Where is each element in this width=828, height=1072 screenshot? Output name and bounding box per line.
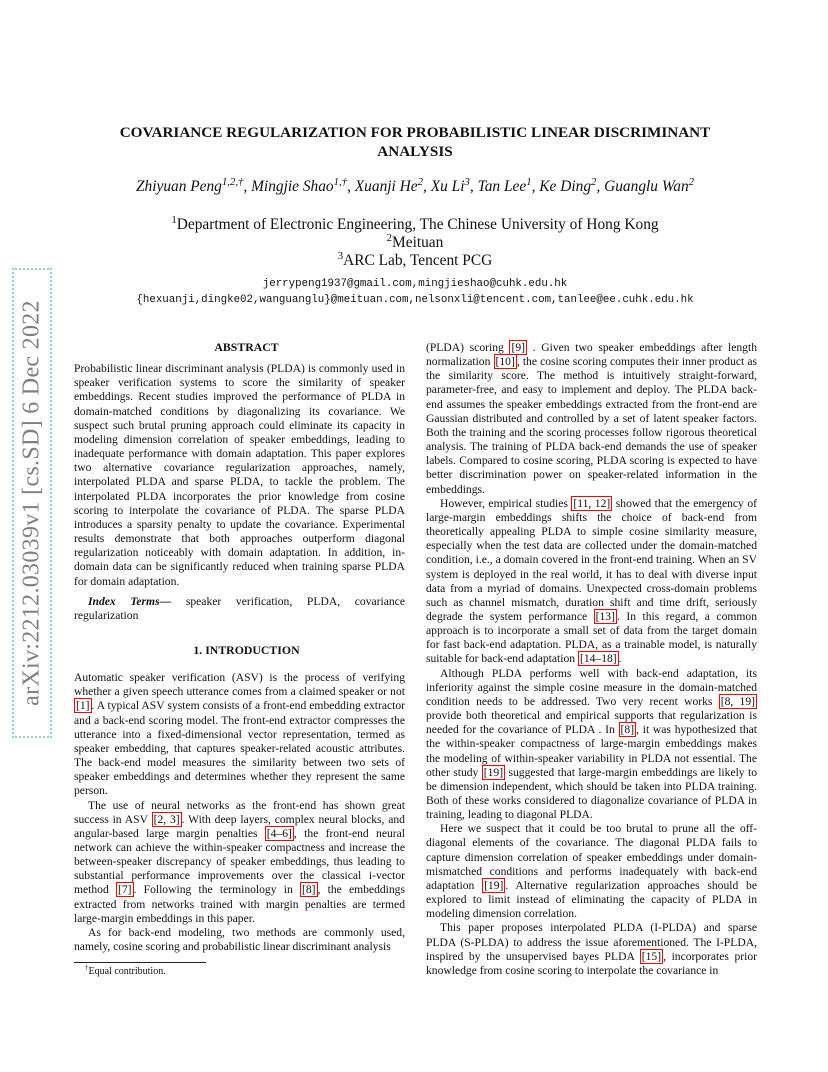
citation-link[interactable]: [8, 19]: [720, 694, 755, 708]
left-column: [74, 340, 405, 954]
abstract-text: Probabilistic linear discriminant analysis (PLDA) is commonly used in speaker verification systems to score the similarity of speaker embeddings. Recent studies improved the performance of PLDA in domain-matched conditions by diagonalizing its covariance. We suspect such brutal pruning approach could eliminate its capacity in modeling dimension correlation of speaker embeddings, leading to inadequate performance with domain adaptation. This paper explores two alternative covariance regularization approaches, namely, interpolated PLDA and sparse PLDA, to tackle the problem. The interpolated PLDA incorporates the prior knowledge from cosine scoring to interpolate the covariance of PLDA. The sparse PLDA introduces a sparsity penalty to update the covariance. Experimental results demonstrate that both approaches outperform diagonal regularization noticeably with domain adaptation. In addition, in-domain data can be significantly reduced when training sparse PLDA for domain adaptation.: [74, 362, 405, 588]
author: Xuanji He$^2$,: [354, 175, 431, 195]
title-line-1: COVARIANCE REGULARIZATION FOR PROBABILISTIC LINEAR DISCRIMINANT: [119, 124, 711, 141]
affiliation-3: $^3$ARC Lab, Tencent PCG: [337, 249, 493, 269]
email-line-2[interactable]: {hexuanji,dingke02,wanguanglu}@meituan.com,nelsonxli@tencent.com,tanlee@ee.cuhk.edu.hk: [136, 294, 694, 306]
citation-link[interactable]: [1]: [76, 699, 90, 713]
citation-link[interactable]: [7]: [117, 883, 132, 897]
email-line-1[interactable]: jerrypeng1937@gmail.com,mingjieshao@cuhk.edu.hk: [262, 278, 568, 290]
paper-title: [100, 123, 730, 161]
author: Guanglu Wan$^2$: [604, 175, 695, 195]
introduction-heading: 1. INTRODUCTION: [193, 642, 300, 657]
citation-link[interactable]: [8]: [620, 723, 635, 737]
citation-link[interactable]: [10]: [495, 355, 515, 369]
intro-paragraph-6: Although PLDA performs well with back-end adaptation, its inferiority against the simple cosine measure in the domain-matched condition needs to be addressed. Two very recent works [8, 19] provide both theoretical and empirical supports that regularization is needed for the covariance of PLDA . In [8] , it was hypothesized that the within-speaker compactness of large-margin embeddings makes the modeling of within-speaker variability in PLDA not essential. The other study [19] suggested that large-margin embeddings are likely to be dimension independent, which should be taken into PLDA training. Both of these works considered to diagonalize covariance of PLDA in training, leading to diagonal PLDA.: [426, 666, 758, 822]
author: Tan Lee$^1$,: [477, 175, 540, 195]
affiliation-1: $^1$Department of Electronic Engineering, The Chinese University of Hong Kong: [171, 213, 659, 233]
citation-link[interactable]: [19]: [483, 765, 504, 779]
citation-link[interactable]: [8]: [301, 883, 316, 897]
author: Ke Ding$^2$,: [539, 175, 605, 195]
title-line-2: ANALYSIS: [377, 143, 453, 160]
author: Zhiyuan Peng$^{1,2,\dagger}$,: [135, 175, 252, 195]
arxiv-identifier-stamp[interactable]: [12, 268, 52, 738]
intro-paragraph-4: (PLDA) scoring [9] . Given two speaker embeddings after length normalization [10] , the cosine scoring computes their inner product as the similarity score. The method is intuitively straight-forward, parameter-free, and easy to implement and deploy. The PLDA back-end assumes the speaker embeddings extracted from the front-end are Gaussian distributed and controlled by a set of latent speaker factors. Both the training and the scoring processes follow rigorous theoretical analysis. The training of PLDA back-end demands the use of speaker labels. Compared to cosine scoring, PLDA scoring is expected to have better discrimination power on speaker-related information in the embeddings.: [426, 341, 757, 496]
arxiv-identifier-text: arXiv:2212.03039v1 [cs.SD] 6 Dec 2022: [18, 300, 45, 706]
footnote-equal-contribution: †Equal contribution.: [85, 963, 166, 977]
intro-paragraph-3: As for back-end modeling, two methods are commonly used, namely, cosine scoring and probabilistic linear discriminant analysis: [74, 925, 405, 954]
author-list: [60, 177, 770, 197]
citation-link[interactable]: [9]: [511, 341, 526, 354]
intro-paragraph-1: Automatic speaker verification (ASV) is the process of verifying whether a given speech utterance comes from a claimed speaker or not [1] . A typical ASV system consists of a front-end embedding extractor and a back-end scoring model. The front-end extractor compresses the utterance into a fixed-dimensional vector representation, termed as speaker embedding, that captures speaker-related acoustic attributes. The back-end model measures the similarity between two sets of speaker embeddings and determines whether they represent the same person.: [74, 671, 405, 798]
index-terms-label: Index Terms—: [88, 594, 172, 608]
citation-link[interactable]: [11, 12]: [573, 496, 611, 510]
intro-paragraph-2: The use of neural networks as the front-end has shown great success in ASV [2, 3] . With deep layers, complex neural blocks, and angular-based large margin penalties [4–6] , the front-end neural network can achieve the within-speaker compactness and increase the between-speaker discrepancy of speaker embeddings, thus leading to substantial performance improvements over the classical i-vector method [7] . Following the terminology in [8] , the embeddings extracted from networks trained with margin penalties are termed large-margin embeddings in this paper.: [74, 798, 405, 925]
right-column: [426, 341, 757, 978]
citation-link[interactable]: [14–18]: [579, 652, 617, 666]
intro-paragraph-5: However, empirical studies [11, 12] showed that the emergency of large-margin embeddings shifts the choice of back-end from theoretically appealing PLDA to simple cosine similarity measure, especially when the test data are collected under the domain-matched condition, i.e., a domain covered in the front-end training. When an SV system is deployed in the real world, it has to deal with diverse input data from a myriad of domains. Unexpected cross-domain problems such as channel mismatch, duration shift and time drift, seriously degrade the system performance [13] . In this regard, a common approach is to incorporate a small set of data from the target domain for fast back-end adaptation. PLDA, as a trainable model, is naturally suitable for back-end adaptation [14–18] .: [426, 496, 757, 666]
citation-link[interactable]: [13]: [595, 609, 615, 623]
abstract-heading: ABSTRACT: [214, 340, 279, 354]
citation-link[interactable]: [19]: [484, 878, 504, 892]
intro-paragraph-8: This paper proposes interpolated PLDA (I-PLDA) and sparse PLDA (S-PLDA) to address the issue aforementioned. The I-PLDA, inspired by the unsupervised bayes PLDA [15] , incorporates prior knowledge from cosine scoring to interpolate the covariance in: [426, 921, 757, 977]
citation-link[interactable]: [15]: [641, 949, 662, 963]
author: Mingjie Shao$^{1,\dagger}$,: [251, 175, 355, 195]
citation-link[interactable]: [4–6]: [266, 826, 292, 840]
citation-link[interactable]: [2, 3]: [153, 812, 180, 826]
index-terms: Index Terms— speaker verification, PLDA, covariance regularization: [74, 594, 405, 622]
affiliation-2: $^2$Meituan: [386, 231, 444, 251]
footnote-divider: [74, 962, 206, 963]
intro-paragraph-7: Here we suspect that it could be too brutal to prune all the off-diagonal elements of the covariance. The diagonal PLDA fails to capture dimension correlation of speaker embeddings under domain-mismatched conditions and performs inadequately with back-end adaptation [19] . Alternative regularization approaches should be explored to limit instead of eliminating the capacity of PLDA in modeling dimension correlation.: [426, 822, 757, 921]
author: Xu Li$^3$,: [430, 175, 478, 195]
